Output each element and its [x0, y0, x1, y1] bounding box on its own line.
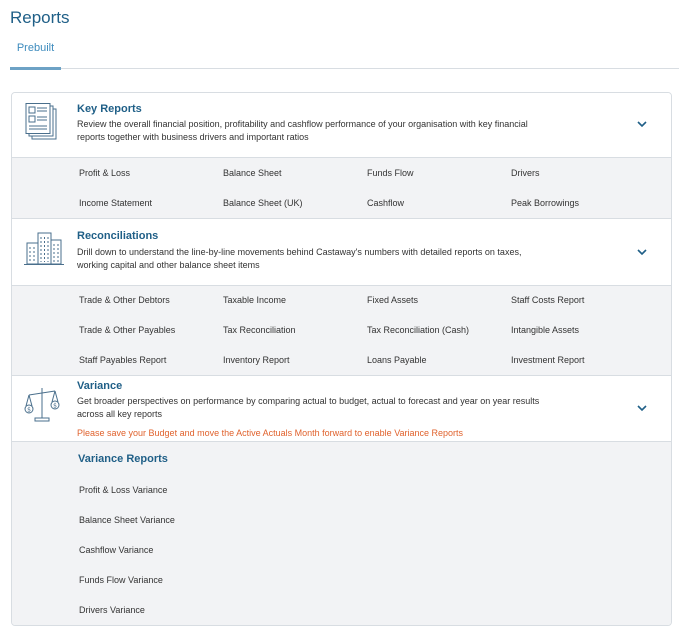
report-link[interactable]: Cashflow	[367, 198, 405, 208]
report-link[interactable]: Balance Sheet	[223, 168, 282, 178]
report-link[interactable]: Intangible Assets	[511, 325, 580, 335]
report-link[interactable]: Tax Reconciliation	[223, 325, 296, 335]
section-header-reconciliations[interactable]	[12, 220, 671, 286]
report-link[interactable]: Drivers	[511, 168, 540, 178]
report-link[interactable]: Income Statement	[79, 198, 153, 208]
report-link[interactable]: Staff Payables Report	[79, 355, 167, 365]
svg-text:$: $	[53, 402, 57, 410]
key-reports-list	[12, 158, 671, 219]
report-link[interactable]: Peak Borrowings	[511, 198, 580, 208]
report-link[interactable]: Drivers Variance	[79, 605, 145, 615]
section-title: Reconciliations	[77, 230, 159, 242]
report-link[interactable]: Fixed Assets	[367, 295, 419, 305]
report-link[interactable]: Funds Flow Variance	[79, 575, 163, 585]
report-link[interactable]: Staff Costs Report	[511, 295, 585, 305]
variance-list	[12, 442, 671, 626]
scales-icon	[24, 386, 60, 424]
report-link[interactable]: Profit & Loss	[79, 168, 131, 178]
report-link[interactable]: Loans Payable	[367, 355, 427, 365]
reconciliations-list	[12, 286, 671, 376]
chevron-down-icon[interactable]	[635, 245, 649, 259]
variance-reports-heading: Variance Reports	[78, 453, 168, 465]
tab-label: Prebuilt	[16, 42, 55, 54]
section-description: Get broader perspectives on performance by comparing actual to budget, actual to forecast and year on year results across all key reports	[77, 396, 540, 419]
report-link[interactable]: Cashflow Variance	[79, 545, 154, 555]
reports-panel	[11, 92, 672, 626]
variance-warning-text: Please save your Budget and move the Active Actuals Month forward to enable Variance Reports	[77, 428, 464, 438]
report-link[interactable]: Trade & Other Payables	[79, 325, 176, 335]
buildings-icon	[24, 230, 64, 270]
documents-icon	[24, 103, 60, 141]
report-link[interactable]: Tax Reconciliation (Cash)	[367, 325, 470, 335]
report-link[interactable]: Funds Flow	[367, 168, 414, 178]
section-description: Review the overall financial position, profitability and cashflow performance of your organisation with key financial reports together with business drivers and important ratios	[77, 119, 528, 142]
report-link[interactable]: Trade & Other Debtors	[79, 295, 170, 305]
chevron-down-icon[interactable]	[635, 401, 649, 415]
section-title: Key Reports	[77, 103, 142, 115]
svg-text:$: $	[27, 406, 31, 414]
section-title: Variance	[77, 380, 123, 392]
section-header-key-reports[interactable]	[12, 93, 671, 158]
report-link[interactable]: Profit & Loss Variance	[79, 485, 168, 495]
page-title: Reports	[10, 8, 70, 27]
section-description: Drill down to understand the line-by-line movements behind Castaway's numbers with detailed reports on taxes, working capital and other balance sheet items	[77, 247, 522, 270]
report-link[interactable]: Inventory Report	[223, 355, 290, 365]
report-link[interactable]: Taxable Income	[223, 295, 287, 305]
tab-prebuilt[interactable]	[10, 36, 61, 69]
report-link[interactable]: Balance Sheet Variance	[79, 515, 175, 525]
tab-bar	[10, 36, 679, 69]
section-header-variance[interactable]	[12, 377, 671, 442]
report-link[interactable]: Investment Report	[511, 355, 585, 365]
chevron-down-icon[interactable]	[635, 117, 649, 131]
active-tab-indicator	[10, 67, 61, 70]
report-link[interactable]: Balance Sheet (UK)	[223, 198, 303, 208]
